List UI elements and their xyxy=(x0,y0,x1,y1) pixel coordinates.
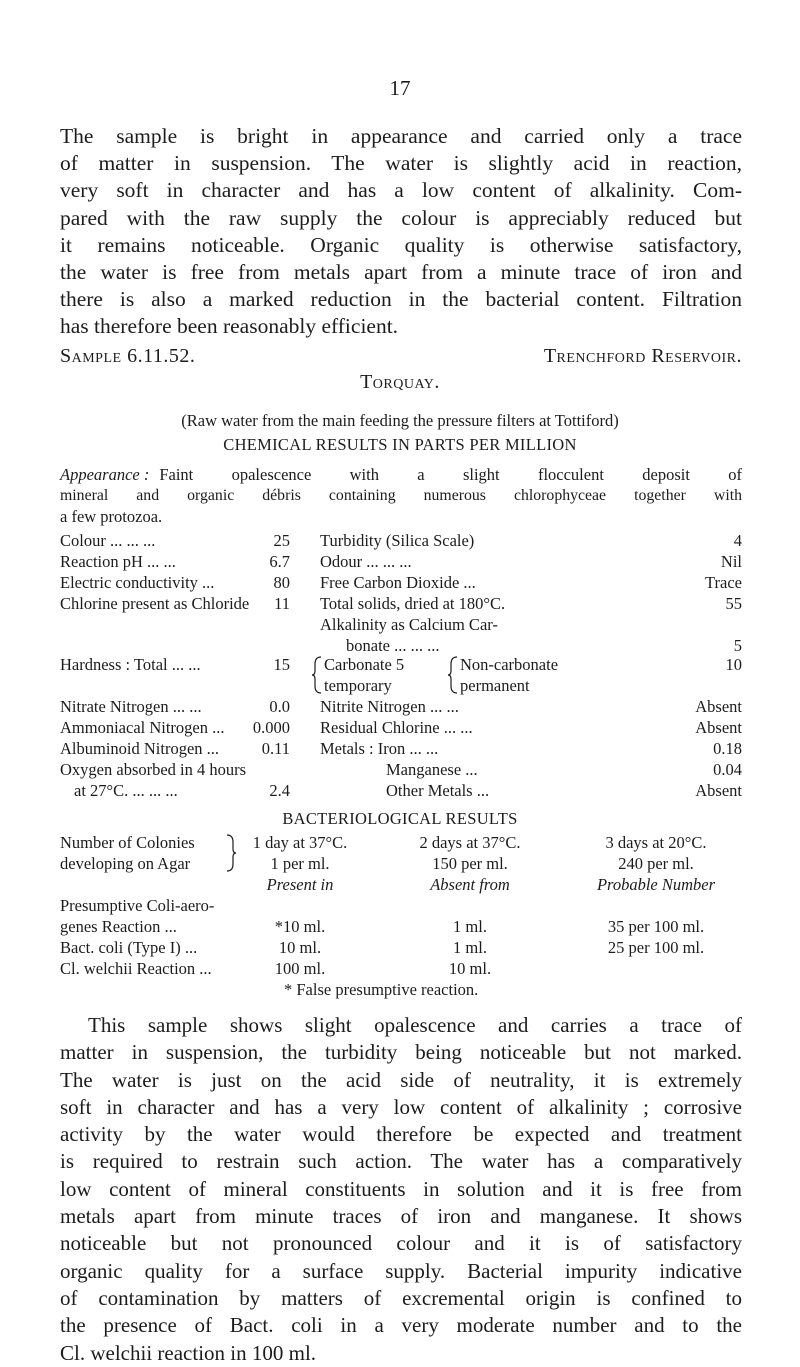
bact-cell: 35 per 100 ml. xyxy=(607,917,705,936)
bact-cell: 1 per ml. xyxy=(270,854,330,873)
bact-subheader: Probable Number xyxy=(596,875,716,894)
chem-value: 25 xyxy=(273,531,290,550)
chem-label: Non-carbonate xyxy=(460,655,559,674)
bact-footnote: * False presumptive reaction. xyxy=(284,980,479,999)
chem-label: Metals : Iron ... ... xyxy=(320,739,439,758)
chem-label: Other Metals ... xyxy=(386,781,490,800)
intro-paragraph xyxy=(60,123,742,341)
chem-label: bonate ... ... ... xyxy=(346,636,440,655)
bact-cell: 25 per 100 ml. xyxy=(607,938,705,957)
bacteriological-heading: BACTERIOLOGICAL RESULTS xyxy=(282,809,518,828)
chem-label: temporary xyxy=(324,676,392,695)
chem-label: Albuminoid Nitrogen ... xyxy=(60,739,220,758)
bact-label: Bact. coli (Type I) ... xyxy=(60,938,198,957)
chem-value: 10 xyxy=(725,655,742,674)
chem-label: at 27°C. ... ... ... xyxy=(74,781,178,800)
appearance-line: mineral and organic débris containing numerous chlorophyceae together with xyxy=(60,487,742,504)
intro-line: of matter in suspension. The water is slightly acid in reaction, xyxy=(60,151,742,176)
raw-water-note: (Raw water from the main feeding the pressure filters at Tottiford) xyxy=(181,411,619,430)
chem-label: Ammoniacal Nitrogen ... xyxy=(60,718,225,737)
bact-col-header: 1 day at 37°C. xyxy=(252,833,348,852)
bact-subheader: Absent from xyxy=(430,875,510,894)
chem-value: 0.0 xyxy=(269,697,290,716)
chem-value: 0.000 xyxy=(252,718,290,737)
chem-value: 4 xyxy=(733,531,742,550)
chem-label: Alkalinity as Calcium Car- xyxy=(320,615,498,634)
bact-label: Presumptive Coli-aero- xyxy=(60,896,215,915)
chem-value: 11 xyxy=(274,594,290,613)
chem-label: Turbidity (Silica Scale) xyxy=(320,531,475,550)
chem-value: 0.18 xyxy=(713,739,742,758)
left-brace-icon xyxy=(448,656,458,694)
bact-subheader: Present in xyxy=(266,875,334,894)
chem-label: Electric conductivity ... xyxy=(60,573,215,592)
closing-line: the presence of Bact. coli in a very moderate number and to the xyxy=(60,1313,742,1338)
bact-col-header: 3 days at 20°C. xyxy=(605,833,707,852)
bact-cell: 10 ml. xyxy=(278,938,322,957)
chem-value: 15 xyxy=(273,655,290,674)
closing-line: of contamination by matters of excremental origin is confined to xyxy=(60,1285,742,1310)
intro-line: there is also a marked reduction in the bacterial content. Filtration xyxy=(60,287,742,312)
chem-label: Manganese ... xyxy=(386,760,478,779)
closing-line: soft in character and has a very low content of alkalinity ; corrosive xyxy=(60,1094,742,1119)
intro-line: very soft in character and has a low content of alkalinity. Com- xyxy=(60,178,742,203)
bact-label: Number of Colonies xyxy=(60,833,195,852)
chem-value: Absent xyxy=(695,781,742,800)
bact-cell: 1 ml. xyxy=(453,938,487,957)
chem-value: 5 xyxy=(733,636,742,655)
bact-cell: 240 per ml. xyxy=(618,854,694,873)
sample-source: Trenchford Reservoir. xyxy=(543,345,742,367)
appearance-label: Appearance : xyxy=(60,465,150,484)
bact-label: Cl. welchii Reaction ... xyxy=(60,959,212,978)
chemical-heading: CHEMICAL RESULTS IN PARTS PER MILLION xyxy=(223,435,577,454)
intro-line: The sample is bright in appearance and carried only a trace xyxy=(60,124,742,148)
bact-cell: *10 ml. xyxy=(274,917,326,936)
closing-line: Cl. welchii reaction in 100 ml. xyxy=(60,1340,317,1365)
chem-label: Carbonate 5 xyxy=(324,655,405,674)
chem-value: Absent xyxy=(695,718,742,737)
closing-line: metals apart from minute traces of iron and manganese. It shows xyxy=(60,1204,742,1229)
sample-date: Sample 6.11.52. xyxy=(60,345,196,367)
sample-place: Torquay. xyxy=(360,371,440,393)
bact-cell: 100 ml. xyxy=(274,959,326,978)
chem-label: permanent xyxy=(460,676,530,695)
chem-label: Nitrate Nitrogen ... ... xyxy=(60,697,202,716)
chem-value: 80 xyxy=(273,573,290,592)
chem-value: 0.11 xyxy=(261,739,290,758)
chem-value: Trace xyxy=(705,573,742,592)
chem-value: 0.04 xyxy=(713,760,742,779)
chem-label: Oxygen absorbed in 4 hours xyxy=(60,760,247,779)
closing-line: This sample shows slight opalescence and carries a trace of xyxy=(88,1013,742,1037)
chem-label: Chlorine present as Chloride xyxy=(60,594,250,613)
intro-line: it remains noticeable. Organic quality is otherwise satisfactory, xyxy=(60,232,742,257)
closing-line: low content of mineral constituents in solution and it is free from xyxy=(60,1176,742,1201)
intro-line: pared with the raw supply the colour is appreciably reduced but xyxy=(60,205,742,230)
closing-line: is required to restrain such action. The water has a comparatively xyxy=(60,1149,742,1174)
chem-label: Colour ... ... ... xyxy=(60,531,156,550)
closing-line: matter in suspension, the turbidity being noticeable but not marked. xyxy=(60,1040,742,1065)
intro-line: the water is free from metals apart from a minute trace of iron and xyxy=(60,260,742,285)
bact-label: developing on Agar xyxy=(60,854,191,873)
bact-col-header: 2 days at 37°C. xyxy=(419,833,521,852)
chem-value: 55 xyxy=(725,594,742,613)
appearance-line: a few protozoa. xyxy=(60,507,163,526)
intro-line: has therefore been reasonably efficient. xyxy=(60,314,399,339)
chem-value: Absent xyxy=(695,697,742,716)
closing-paragraph xyxy=(60,1012,742,1367)
bact-label: genes Reaction ... xyxy=(60,917,177,936)
chem-value: Nil xyxy=(720,552,742,571)
chem-label: Reaction pH ... ... xyxy=(60,552,176,571)
bact-cell: 10 ml. xyxy=(448,959,492,978)
appearance-block xyxy=(60,464,742,527)
chem-label: Total solids, dried at 180°C. xyxy=(320,594,506,613)
chem-label: Nitrite Nitrogen ... ... xyxy=(320,697,459,716)
closing-line: organic quality for a surface supply. Bacterial impurity indicative xyxy=(60,1258,742,1283)
closing-line: noticeable but not pronounced colour and it is of satisfactory xyxy=(60,1231,742,1256)
chem-label: Odour ... ... ... xyxy=(320,552,412,571)
bact-cell: 150 per ml. xyxy=(432,854,508,873)
chem-label: Free Carbon Dioxide ... xyxy=(320,573,476,592)
appearance-line: Faint opalescence with a slight flocculent deposit of xyxy=(159,465,742,484)
bact-cell: 1 ml. xyxy=(453,917,487,936)
page-number: 17 xyxy=(389,76,411,100)
chem-label: Hardness : Total ... ... xyxy=(60,655,201,674)
chem-value: 2.4 xyxy=(269,781,290,800)
closing-line: activity by the water would therefore be expected and treatment xyxy=(60,1122,742,1147)
left-brace-icon xyxy=(312,656,322,694)
closing-line: The water is just on the acid side of neutrality, it is extremely xyxy=(60,1067,742,1092)
chem-value: 6.7 xyxy=(269,552,290,571)
chem-label: Residual Chlorine ... ... xyxy=(320,718,473,737)
